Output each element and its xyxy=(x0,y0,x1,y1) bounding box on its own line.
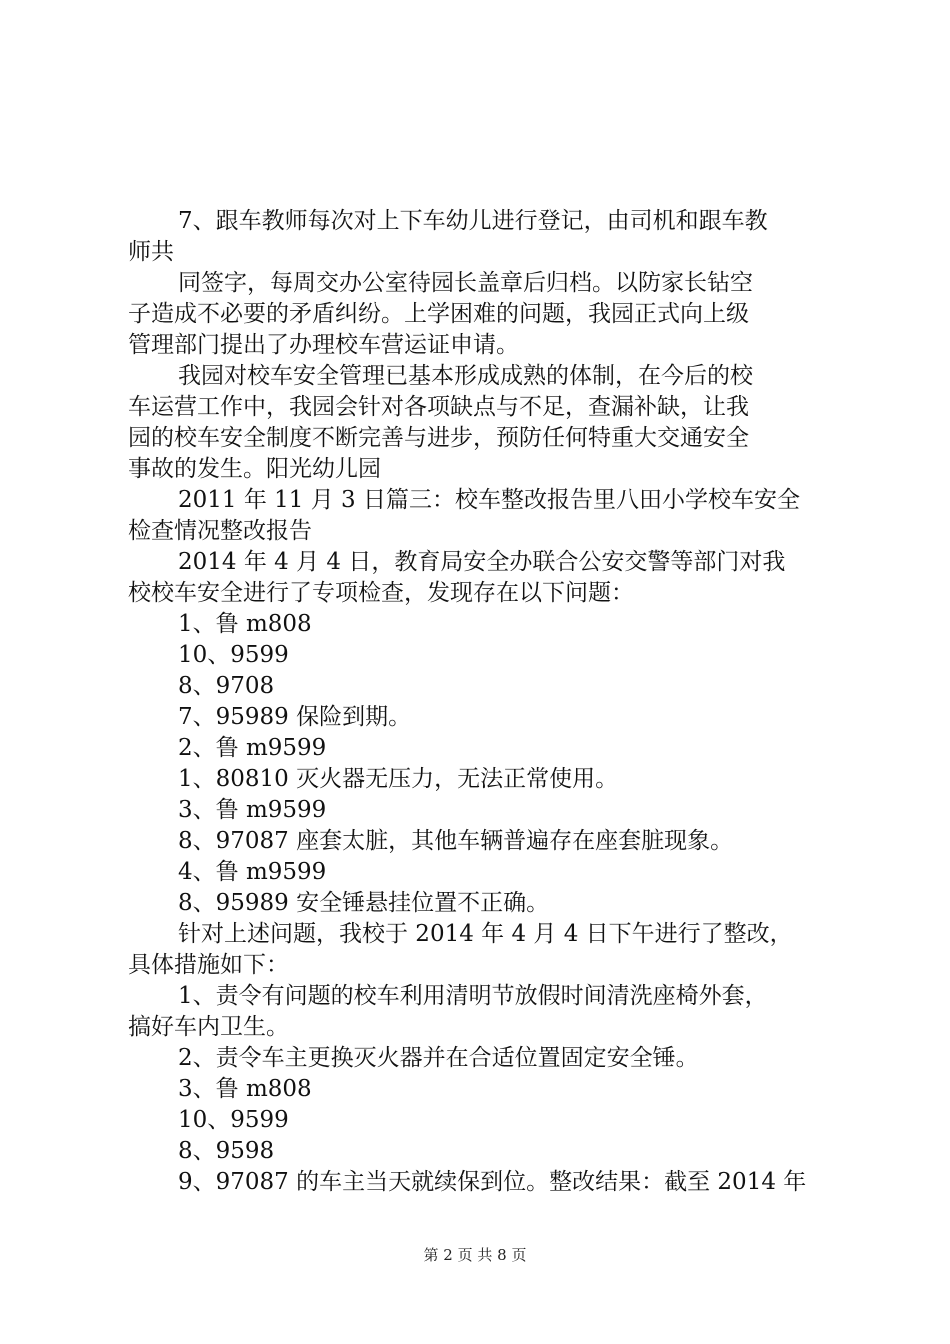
document-line: 1、80810 灭火器无压力，无法正常使用。 xyxy=(178,766,619,792)
document-line: 3、鲁 m808 xyxy=(178,1076,312,1102)
document-line: 8、9598 xyxy=(178,1138,275,1164)
document-line: 1、责令有问题的校车利用清明节放假时间清洗座椅外套， xyxy=(178,983,768,1009)
document-line: 9、97087 的车主当天就续保到位。整改结果：截至 2014 年 xyxy=(178,1169,807,1195)
document-line: 2011 年 11 月 3 日篇三：校车整改报告里八田小学校车安全 xyxy=(178,487,800,513)
document-line: 管理部门提出了办理校车营运证申请。 xyxy=(128,332,519,358)
document-line: 3、鲁 m9599 xyxy=(178,797,327,823)
document-line: 10、9599 xyxy=(178,642,289,668)
document-line: 具体措施如下： xyxy=(128,952,289,978)
document-line: 针对上述问题，我校于 2014 年 4 月 4 日下午进行了整改， xyxy=(178,921,793,947)
document-line: 我园对校车安全管理已基本形成成熟的体制，在今后的校 xyxy=(178,363,753,389)
document-line: 园的校车安全制度不断完善与进步，预防任何特重大交通安全 xyxy=(128,425,749,451)
document-line: 同签字，每周交办公室待园长盖章后归档。以防家长钻空 xyxy=(178,270,753,296)
document-line: 检查情况整改报告 xyxy=(128,518,312,544)
document-line: 7、95989 保险到期。 xyxy=(178,704,412,730)
document-line: 8、97087 座套太脏，其他车辆普遍存在座套脏现象。 xyxy=(178,828,734,854)
document-line: 4、鲁 m9599 xyxy=(178,859,327,885)
document-line: 2、鲁 m9599 xyxy=(178,735,327,761)
document-line: 8、95989 安全锤悬挂位置不正确。 xyxy=(178,890,550,916)
document-line: 车运营工作中，我园会针对各项缺点与不足，查漏补缺，让我 xyxy=(128,394,749,420)
document-line: 搞好车内卫生。 xyxy=(128,1014,289,1040)
document-line: 8、9708 xyxy=(178,673,275,699)
document-line: 7、跟车教师每次对上下车幼儿进行登记，由司机和跟车教 xyxy=(178,208,768,234)
page-footer: 第 2 页 共 8 页 xyxy=(423,1246,527,1264)
document-line: 子造成不必要的矛盾纠纷。上学困难的问题，我园正式向上级 xyxy=(128,301,749,327)
document-line: 10、9599 xyxy=(178,1107,289,1133)
document-line: 师共 xyxy=(128,239,174,265)
document-line: 2、责令车主更换灭火器并在合适位置固定安全锤。 xyxy=(178,1045,699,1071)
document-line: 校校车安全进行了专项检查，发现存在以下问题： xyxy=(128,580,634,606)
document-line: 事故的发生。阳光幼儿园 xyxy=(128,456,381,482)
document-line: 1、鲁 m808 xyxy=(178,611,312,637)
document-line: 2014 年 4 月 4 日，教育局安全办联合公安交警等部门对我 xyxy=(178,549,786,575)
document-body xyxy=(128,206,838,1198)
